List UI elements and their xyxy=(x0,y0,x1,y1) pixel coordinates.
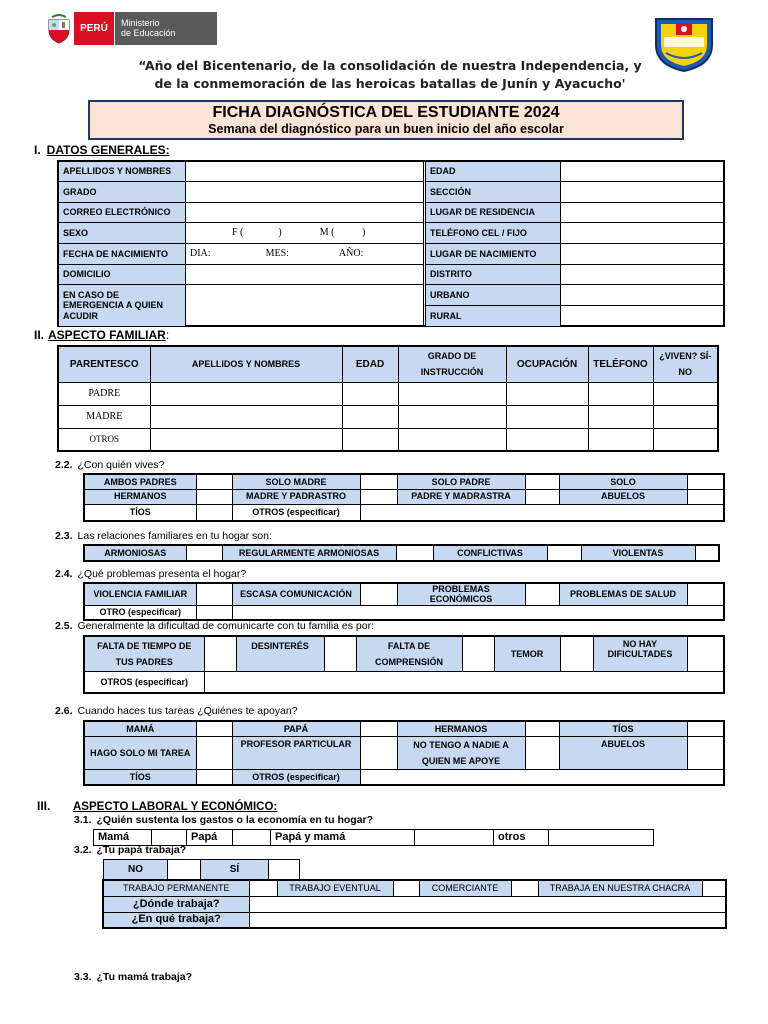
option-no-hay-dificultades: NO HAY DIFICULTADES xyxy=(593,636,687,671)
check-box[interactable] xyxy=(560,636,593,671)
option-hermanos: HERMANOS xyxy=(397,721,525,736)
option-regularmente-armoniosas: REGULARMENTE ARMONIOSAS xyxy=(222,545,396,561)
question-3-2-text: ¿Tu papá trabaja? xyxy=(96,844,187,856)
option-papa-y-mama: Papá y mamá xyxy=(271,830,415,846)
field-en-que-trabaja[interactable] xyxy=(249,912,726,928)
field-sexo[interactable] xyxy=(186,223,424,244)
option-hago-solo: HAGO SOLO MI TAREA xyxy=(84,736,196,769)
option-tios-2: TÍOS xyxy=(84,769,196,785)
question-2-3-text: Las relaciones familiares en tu hogar son: xyxy=(77,530,272,542)
label-distrito: DISTRITO xyxy=(426,265,561,285)
check-box[interactable] xyxy=(393,880,419,896)
section-1-title: DATOS GENERALES: xyxy=(46,143,170,157)
check-box[interactable] xyxy=(168,860,201,880)
label-rural: RURAL xyxy=(426,306,561,327)
label-apellidos-nombres: APELLIDOS Y NOMBRES xyxy=(59,162,186,182)
family-cell[interactable] xyxy=(653,428,718,451)
peru-label xyxy=(74,12,114,45)
label-fecha-nacimiento: FECHA DE NACIMIENTO xyxy=(59,244,186,265)
family-cell[interactable] xyxy=(653,405,718,428)
check-box[interactable] xyxy=(525,474,559,489)
option-tios: TÍOS xyxy=(84,504,196,521)
check-box[interactable] xyxy=(360,489,397,504)
father-works-table xyxy=(103,859,300,880)
field-edad[interactable] xyxy=(561,162,725,182)
field-apellidos-nombres[interactable] xyxy=(186,162,424,182)
field-distrito[interactable] xyxy=(561,265,725,285)
check-box[interactable] xyxy=(702,880,726,896)
question-2-4-number: 2.4. xyxy=(55,568,73,580)
family-header-parentesco: PARENTESCO xyxy=(58,346,150,382)
family-cell[interactable] xyxy=(506,428,588,451)
label-en-que-trabaja: ¿En qué trabaja? xyxy=(103,912,249,928)
family-row-madre: MADRE xyxy=(58,405,150,428)
question-3-1 xyxy=(74,814,373,826)
option-problemas-economicos: PROBLEMAS ECONÓMICOS xyxy=(397,583,525,605)
check-box[interactable] xyxy=(462,636,494,671)
fecha-anio-label: AÑO: xyxy=(338,248,364,260)
check-box[interactable] xyxy=(196,721,232,736)
section-2-number: II. xyxy=(34,328,45,342)
question-3-3-text: ¿Tu mamá trabaja? xyxy=(96,971,193,983)
label-seccion: SECCIÓN xyxy=(426,182,561,203)
option-si: SÍ xyxy=(201,860,269,880)
ministry-line-1: Ministerio xyxy=(121,18,160,28)
option-abuelos: ABUELOS xyxy=(559,489,687,504)
field-emergencia[interactable] xyxy=(186,285,424,327)
question-2-6-text: Cuando haces tus tareas ¿Quiénes te apoyan? xyxy=(77,705,298,717)
option-otros-especificar: OTROS (especificar) xyxy=(84,671,204,693)
option-desinteres: DESINTERÉS xyxy=(236,636,324,671)
option-problemas-salud: PROBLEMAS DE SALUD xyxy=(559,583,687,605)
check-box[interactable] xyxy=(687,583,724,605)
check-box[interactable] xyxy=(687,721,724,736)
peru-coat-of-arms xyxy=(44,12,74,45)
family-table xyxy=(57,345,719,452)
option-otros-especificar: OTROS (especificar) xyxy=(232,769,360,785)
label-emergencia: EN CASO DE EMERGENCIA A QUIEN ACUDIR xyxy=(59,285,186,327)
check-box[interactable] xyxy=(525,736,559,769)
label-domicilio: DOMICILIO xyxy=(59,265,186,285)
option-solo-padre: SOLO PADRE xyxy=(397,474,525,489)
family-cell[interactable] xyxy=(398,405,506,428)
family-cell[interactable] xyxy=(588,382,653,405)
check-box[interactable] xyxy=(396,545,433,561)
section-2-heading xyxy=(34,328,169,342)
label-grado: GRADO xyxy=(59,182,186,203)
family-cell[interactable] xyxy=(150,428,342,451)
option-falta-tiempo: FALTA DE TIEMPO DE TUS PADRES xyxy=(84,636,204,671)
label-telefono: TELÉFONO CEL / FIJO xyxy=(426,223,561,244)
section-3-title: ASPECTO LABORAL Y ECONÓMICO: xyxy=(73,801,278,813)
question-3-1-text: ¿Quién sustenta los gastos o la economía en tu hogar? xyxy=(96,814,374,826)
sexo-f-option[interactable]: F ( ) xyxy=(232,227,282,239)
family-cell[interactable] xyxy=(342,405,398,428)
option-no-tengo-nadie: NO TENGO A NADIE A QUIEN ME APOYE xyxy=(397,736,525,769)
field-otros-especificar[interactable] xyxy=(204,671,724,693)
check-box[interactable] xyxy=(196,769,232,785)
section-2-title: ASPECTO FAMILIAR xyxy=(48,328,166,342)
option-falta-comprension: FALTA DE COMPRENSIÓN xyxy=(356,636,462,671)
option-trabajo-permanente: TRABAJO PERMANENTE xyxy=(103,880,249,896)
check-box[interactable] xyxy=(360,721,397,736)
minedu-logo xyxy=(44,12,217,45)
label-lugar-nacimiento: LUGAR DE NACIMIENTO xyxy=(426,244,561,265)
label-residencia: LUGAR DE RESIDENCIA xyxy=(426,203,561,223)
communication-table xyxy=(83,635,725,694)
option-temor: TEMOR xyxy=(494,636,560,671)
option-padre-madrastra: PADRE Y MADRASTRA xyxy=(397,489,525,504)
option-abuelos: ABUELOS xyxy=(559,736,687,769)
question-2-4-text: ¿Qué problemas presenta el hogar? xyxy=(77,568,247,580)
option-mama: MAMÁ xyxy=(84,721,196,736)
option-armoniosas: ARMONIOSAS xyxy=(84,545,186,561)
homework-support-table xyxy=(83,720,725,786)
question-3-2-number: 3.2. xyxy=(74,844,92,856)
option-chacra: TRABAJA EN NUESTRA CHACRA xyxy=(538,880,702,896)
family-cell[interactable] xyxy=(342,428,398,451)
field-telefono[interactable] xyxy=(561,223,725,244)
check-box[interactable] xyxy=(415,830,494,846)
family-header-edad: EDAD xyxy=(342,346,398,382)
field-otros[interactable] xyxy=(549,830,654,846)
form-title: FICHA DIAGNÓSTICA DEL ESTUDIANTE 2024 xyxy=(212,104,560,121)
question-2-4 xyxy=(55,568,246,580)
family-header-nombres: APELLIDOS Y NOMBRES xyxy=(150,346,342,382)
option-ambos-padres: AMBOS PADRES xyxy=(84,474,196,489)
check-box[interactable] xyxy=(525,583,559,605)
option-madre-padrastro: MADRE Y PADRASTRO xyxy=(232,489,360,504)
check-box[interactable] xyxy=(687,736,724,769)
check-box[interactable] xyxy=(196,474,232,489)
section-3-heading xyxy=(37,799,277,813)
check-box[interactable] xyxy=(525,721,559,736)
check-box[interactable] xyxy=(324,636,356,671)
check-box[interactable] xyxy=(360,736,397,769)
field-otros-especificar[interactable] xyxy=(360,769,724,785)
form-subtitle: Semana del diagnóstico para un buen inicio del año escolar xyxy=(208,122,564,136)
option-conflictivas: CONFLICTIVAS xyxy=(433,545,547,561)
field-fecha-nacimiento[interactable] xyxy=(186,244,424,265)
option-hermanos: HERMANOS xyxy=(84,489,196,504)
question-3-3-number: 3.3. xyxy=(74,971,92,983)
option-no: NO xyxy=(104,860,168,880)
question-2-6-number: 2.6. xyxy=(55,705,73,717)
field-otro-especificar[interactable] xyxy=(232,605,724,620)
option-solo: SOLO xyxy=(559,474,687,489)
check-box[interactable] xyxy=(360,583,397,605)
ministry-label xyxy=(114,12,217,45)
question-3-2 xyxy=(74,844,186,856)
family-header-ocupacion: OCUPACIÓN xyxy=(506,346,588,382)
check-box[interactable] xyxy=(695,545,719,561)
general-data-right xyxy=(425,161,725,327)
family-row-padre: PADRE xyxy=(58,382,150,405)
option-profesor-particular: PROFESOR PARTICULAR xyxy=(232,736,360,769)
question-2-5 xyxy=(55,620,374,632)
family-row-otros: OTROS xyxy=(58,428,150,451)
lives-with-table xyxy=(83,473,725,522)
year-motto-line-2: de la conmemoración de las heroicas batallas de Junín y Ayacucho' xyxy=(154,76,626,91)
family-cell[interactable] xyxy=(342,382,398,405)
section-1-heading xyxy=(34,143,170,157)
check-box[interactable] xyxy=(196,736,232,769)
field-urbano[interactable] xyxy=(561,285,725,306)
question-2-2-number: 2.2. xyxy=(55,459,73,471)
check-box[interactable] xyxy=(249,880,277,896)
field-residencia[interactable] xyxy=(561,203,725,223)
check-box[interactable] xyxy=(269,860,300,880)
relations-table xyxy=(83,544,720,562)
family-cell[interactable] xyxy=(150,405,342,428)
label-edad: EDAD xyxy=(426,162,561,182)
question-2-3-number: 2.3. xyxy=(55,530,73,542)
family-cell[interactable] xyxy=(653,382,718,405)
check-box[interactable] xyxy=(196,489,232,504)
family-cell[interactable] xyxy=(506,382,588,405)
field-grado[interactable] xyxy=(186,182,424,203)
check-box[interactable] xyxy=(186,545,222,561)
year-motto-line-1: “Año del Bicentenario, de la consolidación de nuestra Independencia, y xyxy=(138,58,642,73)
label-sexo: SEXO xyxy=(59,223,186,244)
check-box[interactable] xyxy=(204,636,236,671)
option-trabajo-eventual: TRABAJO EVENTUAL xyxy=(277,880,393,896)
question-2-2-text: ¿Con quién vives? xyxy=(77,459,165,471)
field-rural[interactable] xyxy=(561,306,725,327)
check-box[interactable] xyxy=(511,880,538,896)
year-motto xyxy=(120,57,660,93)
family-header-instruccion: GRADO DE INSTRUCCIÓN xyxy=(398,346,506,382)
family-cell[interactable] xyxy=(398,382,506,405)
general-data-left xyxy=(58,161,424,327)
family-header-telefono: TELÉFONO xyxy=(588,346,653,382)
label-correo: CORREO ELECTRÓNICO xyxy=(59,203,186,223)
check-box[interactable] xyxy=(547,545,581,561)
family-cell[interactable] xyxy=(150,382,342,405)
question-2-5-number: 2.5. xyxy=(55,620,73,632)
check-box[interactable] xyxy=(525,489,559,504)
sexo-m-option[interactable]: M ( ) xyxy=(319,227,366,239)
section-2-colon: : xyxy=(165,328,170,342)
question-2-5-text: Generalmente la dificultad de comunicarte con tu familia es por: xyxy=(77,620,375,632)
check-box[interactable] xyxy=(233,830,271,846)
field-seccion[interactable] xyxy=(561,182,725,203)
question-3-1-number: 3.1. xyxy=(74,814,92,826)
title-box xyxy=(88,100,684,140)
label-donde-trabaja: ¿Dónde trabaja? xyxy=(103,896,249,912)
problems-table xyxy=(83,582,725,621)
option-papa: Papá xyxy=(187,830,233,846)
option-violentas: VIOLENTAS xyxy=(581,545,695,561)
field-domicilio[interactable] xyxy=(186,265,424,285)
option-comerciante: COMERCIANTE xyxy=(419,880,511,896)
option-escasa-comunicacion: ESCASA COMUNICACIÓN xyxy=(232,583,360,605)
father-job-table xyxy=(102,879,727,929)
option-solo-madre: SOLO MADRE xyxy=(232,474,360,489)
label-urbano: URBANO xyxy=(426,285,561,306)
field-otros-especificar[interactable] xyxy=(360,504,724,521)
check-box[interactable] xyxy=(687,636,724,671)
option-papa: PAPÁ xyxy=(232,721,360,736)
field-donde-trabaja[interactable] xyxy=(249,896,726,912)
check-box[interactable] xyxy=(196,605,232,620)
question-2-2 xyxy=(55,459,164,471)
option-violencia-familiar: VIOLENCIA FAMILIAR xyxy=(84,583,196,605)
family-cell[interactable] xyxy=(588,405,653,428)
check-box[interactable] xyxy=(687,474,724,489)
family-cell[interactable] xyxy=(506,405,588,428)
field-lugar-nacimiento[interactable] xyxy=(561,244,725,265)
family-cell[interactable] xyxy=(588,428,653,451)
field-correo[interactable] xyxy=(186,203,424,223)
section-3-number: III. xyxy=(37,799,51,813)
check-box[interactable] xyxy=(196,583,232,605)
ministry-line-2: de Educación xyxy=(121,28,176,38)
option-mama: Mamá xyxy=(94,830,152,846)
option-otros-especificar: OTROS (especificar) xyxy=(232,504,360,521)
fecha-mes-label: MES: xyxy=(265,248,289,260)
option-tios: TÍOS xyxy=(559,721,687,736)
check-box[interactable] xyxy=(360,474,397,489)
option-otros: otros xyxy=(494,830,549,846)
question-2-6 xyxy=(55,705,298,717)
peru-text: PERÚ xyxy=(80,23,108,34)
school-crest xyxy=(652,15,716,73)
family-header-viven: ¿VIVEN? SÍ-NO xyxy=(653,346,718,382)
fecha-dia-label: DIA: xyxy=(190,248,211,260)
check-box[interactable] xyxy=(196,504,232,521)
check-box[interactable] xyxy=(687,489,724,504)
question-3-3 xyxy=(74,971,192,983)
option-otro-especificar: OTRO (especificar) xyxy=(84,605,196,620)
section-1-number: I. xyxy=(34,143,41,157)
family-cell[interactable] xyxy=(398,428,506,451)
question-2-3 xyxy=(55,530,272,542)
